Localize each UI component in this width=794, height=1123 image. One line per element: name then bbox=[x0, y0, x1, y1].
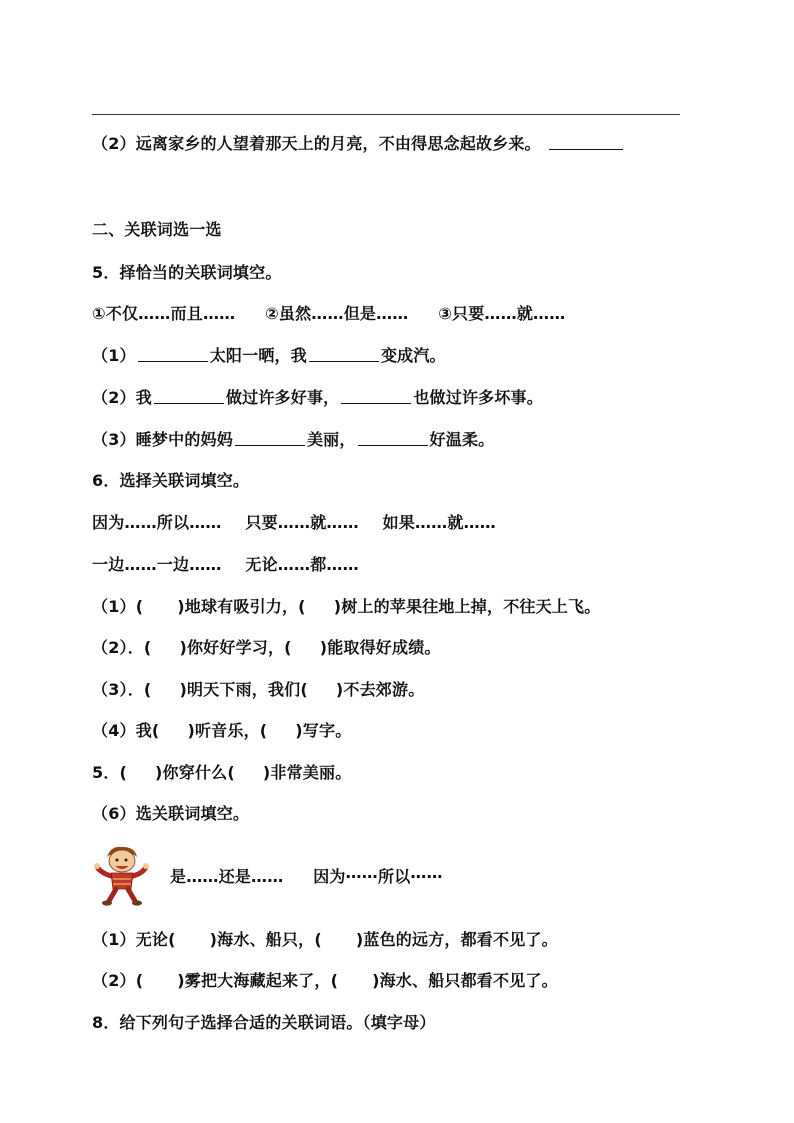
answer-blank[interactable] bbox=[154, 387, 224, 404]
item-text: )树上的苹果往地上掉，不往天上飞。 bbox=[333, 597, 601, 616]
q6-sub6-options bbox=[170, 866, 443, 888]
q8-title: 8．给下列句子选择合适的关联词语。（填字母） bbox=[92, 1013, 436, 1032]
answer-blank[interactable] bbox=[235, 429, 305, 446]
item-number: （1）无论( bbox=[92, 930, 176, 949]
q5-option-1: ①不仅……而且…… bbox=[92, 304, 236, 323]
item-text: 好温柔。 bbox=[429, 430, 495, 449]
item-text: 变成汽。 bbox=[380, 346, 446, 365]
section-heading: 二、关联词选一选 bbox=[92, 220, 222, 239]
item-number: （2） bbox=[92, 388, 136, 407]
q5-item-2 bbox=[92, 387, 543, 409]
item-text: 美丽， bbox=[306, 430, 356, 449]
item-number: 5．( bbox=[92, 763, 128, 782]
item-text: 太阳一晒，我 bbox=[209, 346, 307, 365]
q5-item-1 bbox=[92, 345, 446, 367]
top-sentence bbox=[92, 133, 625, 155]
item-number: （3） bbox=[92, 430, 136, 449]
q6-sub6-item-1 bbox=[92, 929, 558, 951]
item-text: 也做过许多坏事。 bbox=[413, 388, 543, 407]
q6-sub6-option: 因为⋯⋯所以⋯⋯ bbox=[313, 867, 443, 886]
q5-option-2: ②虽然……但是…… bbox=[265, 304, 409, 323]
q6-item-3 bbox=[92, 679, 424, 701]
q6-option: 因为……所以…… bbox=[92, 513, 222, 532]
item-text: 我 bbox=[135, 388, 152, 407]
answer-blank[interactable] bbox=[138, 345, 208, 362]
q6-option: 只要……就…… bbox=[245, 513, 359, 532]
item-text: )你好好学习，( bbox=[179, 638, 292, 657]
item-number: （2）．( bbox=[92, 638, 152, 657]
q6-item-2 bbox=[92, 637, 441, 659]
item-text: )写字。 bbox=[295, 721, 352, 740]
q5-item-3 bbox=[92, 429, 494, 451]
item-text: )雾把大海藏起来了，( bbox=[177, 971, 339, 990]
item-number: （4）我( bbox=[92, 721, 160, 740]
q6-title: 6．选择关联词填空。 bbox=[92, 471, 250, 490]
q6-option: 如果……就…… bbox=[382, 513, 496, 532]
item-text: )蓝色的远方，都看不见了。 bbox=[355, 930, 558, 949]
q6-item-1 bbox=[92, 596, 600, 618]
q6-sub6-item-2 bbox=[92, 970, 558, 992]
q6-item-4 bbox=[92, 720, 351, 742]
cartoon-boy-icon bbox=[93, 843, 149, 907]
q6-sub6-option: 是……还是…… bbox=[170, 867, 284, 886]
q6-option: 无论……都…… bbox=[245, 555, 359, 574]
top-rule bbox=[92, 114, 680, 115]
item-text: 做过许多好事， bbox=[225, 388, 340, 407]
answer-blank[interactable] bbox=[358, 429, 428, 446]
item-text: )海水、船只，( bbox=[209, 930, 322, 949]
answer-blank[interactable] bbox=[549, 133, 623, 150]
item-number: （1） bbox=[92, 346, 136, 365]
q5-options bbox=[92, 303, 565, 325]
item-text: )非常美丽。 bbox=[262, 763, 352, 782]
answer-blank[interactable] bbox=[341, 387, 411, 404]
item-text: )能取得好成绩。 bbox=[319, 638, 441, 657]
q6-option: 一边……一边…… bbox=[92, 555, 222, 574]
item-number: （3）．( bbox=[92, 680, 152, 699]
q5-title: 5．择恰当的关联词填空。 bbox=[92, 263, 282, 282]
item-text: )你穿什么( bbox=[155, 763, 235, 782]
item-text: )地球有吸引力，( bbox=[177, 597, 306, 616]
q5-option-3: ③只要……就…… bbox=[438, 304, 566, 323]
q6-sub6-title: （6）选关联词填空。 bbox=[92, 804, 250, 823]
item-text: )明天下雨，我们( bbox=[179, 680, 308, 699]
item-text: )海水、船只都看不见了。 bbox=[372, 971, 558, 990]
item-text: )不去郊游。 bbox=[335, 680, 425, 699]
item-text: 睡梦中的妈妈 bbox=[135, 430, 233, 449]
answer-blank[interactable] bbox=[309, 345, 379, 362]
item-text: )听音乐，( bbox=[187, 721, 268, 740]
q6-options-row2 bbox=[92, 554, 359, 576]
top-sentence-text: （2）远离家乡的人望着那天上的月亮，不由得思念起故乡来。 bbox=[92, 134, 541, 153]
q6-item-5 bbox=[92, 762, 351, 784]
q6-options-row1 bbox=[92, 512, 496, 534]
item-number: （2）( bbox=[92, 971, 144, 990]
item-number: （1）( bbox=[92, 597, 144, 616]
